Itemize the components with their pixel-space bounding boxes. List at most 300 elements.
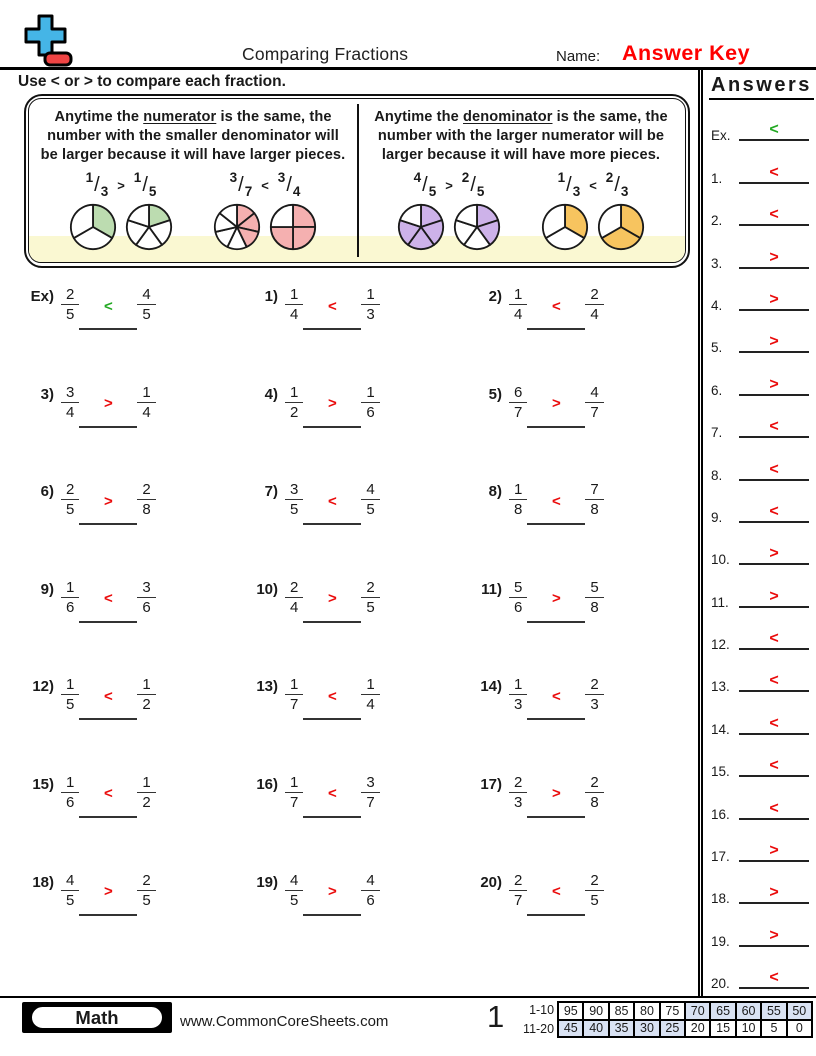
denominator: 4 <box>292 184 301 200</box>
denominator: 7 <box>290 696 299 714</box>
numerator: 1 <box>285 774 303 793</box>
answer-blank <box>739 139 809 141</box>
answer-symbol: < <box>327 687 337 705</box>
denominator: 5 <box>366 598 375 616</box>
numerator: 2 <box>461 170 470 186</box>
answer-number: 10. <box>711 552 730 568</box>
right-fraction <box>585 872 603 909</box>
answer-blank <box>527 382 585 428</box>
left-fraction <box>61 286 79 323</box>
denominator: 3 <box>366 306 375 323</box>
denominator: 5 <box>66 891 75 909</box>
answer-number: 1. <box>711 170 723 186</box>
problem-row <box>22 284 246 382</box>
denominator: 2 <box>142 793 151 811</box>
answer-symbol: > <box>769 587 779 605</box>
problem-number: 1) <box>264 288 278 305</box>
footer <box>0 996 816 1056</box>
denominator: 4 <box>290 598 299 616</box>
answer-number: 4. <box>711 297 723 313</box>
denominator: 4 <box>514 306 523 323</box>
info-right-half <box>357 99 685 262</box>
answer-symbol: < <box>327 785 337 803</box>
answer-blank <box>739 563 809 565</box>
numerator: 2 <box>605 170 614 186</box>
answer-key-text: Answer Key <box>622 41 751 65</box>
answer-item <box>703 784 816 826</box>
problem-number: 14) <box>480 678 502 696</box>
problem-row <box>22 479 246 577</box>
left-fraction <box>61 676 79 713</box>
score-cell: 0 <box>788 1021 813 1039</box>
pie-pair <box>397 203 501 251</box>
right-fraction <box>585 676 603 713</box>
right-fraction <box>585 286 603 323</box>
fraction-pie-icon <box>69 203 117 251</box>
score-cell: 20 <box>686 1021 711 1039</box>
numerator: 1 <box>137 774 155 793</box>
problem-number: 13) <box>256 678 278 696</box>
score-row-label: 11-20 <box>523 1021 555 1036</box>
numerator: 1 <box>509 676 527 695</box>
answer-number: 9. <box>711 509 723 525</box>
numerator: 5 <box>585 579 603 598</box>
left-fraction <box>61 872 79 909</box>
numerator: 7 <box>585 481 603 500</box>
fraction <box>413 170 437 200</box>
answer-item <box>703 615 816 657</box>
name-label: Name: <box>556 48 601 65</box>
subject-badge <box>22 1002 172 1033</box>
fraction <box>277 170 301 200</box>
numerator: 4 <box>413 170 422 186</box>
denominator: 3 <box>514 793 523 811</box>
answer-symbol: > <box>769 842 779 860</box>
answer-blank <box>303 772 361 818</box>
subject-label: Math <box>30 1005 164 1030</box>
fraction-pie-icon <box>397 203 445 251</box>
answer-blank <box>527 577 585 623</box>
numerator: 1 <box>137 676 155 695</box>
right-fraction <box>137 286 155 323</box>
numerator: 4 <box>585 384 603 403</box>
denominator: 4 <box>590 306 599 323</box>
numerator: 1 <box>85 170 94 186</box>
problem-number: 5) <box>488 385 502 403</box>
answer-blank <box>527 284 585 330</box>
answer-blank <box>739 182 809 184</box>
problem-number: 7) <box>264 483 278 501</box>
score-cell: 65 <box>711 1003 736 1021</box>
answer-item <box>703 148 816 190</box>
info-box <box>24 94 690 268</box>
example-group <box>213 167 317 251</box>
answer-symbol: < <box>769 460 779 478</box>
numerator: 1 <box>509 286 527 305</box>
problem-row <box>246 674 470 772</box>
denominator: 4 <box>366 696 375 714</box>
numerator: 4 <box>285 872 303 891</box>
denominator: 6 <box>366 403 375 421</box>
main-column <box>0 70 698 996</box>
problem-number: 12) <box>32 678 54 696</box>
right-fraction <box>361 872 379 909</box>
denominator: 3 <box>514 696 523 714</box>
answer-blank <box>739 351 809 353</box>
left-fraction <box>285 384 303 421</box>
fraction <box>605 170 629 200</box>
left-fraction <box>509 676 527 713</box>
numerator: 2 <box>585 286 603 305</box>
denominator: 4 <box>66 403 75 421</box>
score-cell: 50 <box>788 1003 813 1021</box>
slash: / <box>422 174 428 196</box>
denominator: 6 <box>66 598 75 616</box>
denominator: 8 <box>590 501 599 519</box>
denominator: 8 <box>514 501 523 519</box>
answer-item <box>703 530 816 572</box>
plus-minus-icon <box>18 12 74 68</box>
denominator: 5 <box>290 891 299 909</box>
answer-number: 11. <box>711 594 729 610</box>
answer-blank <box>739 309 809 311</box>
answer-symbol: > <box>769 545 779 563</box>
numerator: 4 <box>61 872 79 891</box>
denominator: 3 <box>620 184 629 200</box>
answer-blank <box>739 648 809 650</box>
numerator: 2 <box>137 481 155 500</box>
answer-symbol: > <box>103 395 113 413</box>
example-fraction-label <box>230 167 301 203</box>
pie-pair <box>541 203 645 251</box>
left-fraction <box>285 872 303 909</box>
numerator: 3 <box>285 481 303 500</box>
fraction-pie-icon <box>597 203 645 251</box>
answer-number: 14. <box>711 721 730 737</box>
answer-blank <box>303 284 361 330</box>
score-cell: 60 <box>737 1003 762 1021</box>
answer-symbol: > <box>103 883 113 901</box>
numerator: 4 <box>361 872 379 891</box>
content <box>0 70 816 996</box>
answer-item <box>703 276 816 318</box>
problem-number: 16) <box>256 775 278 793</box>
denominator: 5 <box>476 184 485 200</box>
answer-number: 8. <box>711 467 723 483</box>
score-grid <box>518 1001 813 1038</box>
comparison-operator: < <box>261 177 269 193</box>
answer-blank <box>527 479 585 525</box>
left-fraction <box>509 286 527 323</box>
answer-item <box>703 954 816 996</box>
numerator: 2 <box>137 872 155 891</box>
problem-number: 18) <box>32 873 54 891</box>
denominator: 7 <box>244 184 253 200</box>
numerator: 2 <box>509 774 527 793</box>
numerator: 2 <box>61 286 79 305</box>
score-cell: 85 <box>610 1003 635 1021</box>
problem-row <box>246 284 470 382</box>
numerator: 3 <box>361 774 379 793</box>
right-fraction <box>137 579 155 616</box>
denominator-rule-text: Anytime the denominator is the same, the number with the larger numerator will be larger because it will have more pieces. <box>374 109 668 163</box>
answer-symbol: > <box>551 590 561 608</box>
answer-blank <box>79 772 137 818</box>
problem-number: 8) <box>488 483 502 501</box>
slash: / <box>566 174 572 196</box>
denominator: 5 <box>366 501 375 519</box>
problem-number: Ex) <box>30 288 54 305</box>
comparison-operator: > <box>117 177 125 193</box>
left-fraction <box>509 579 527 616</box>
answer-symbol: > <box>769 884 779 902</box>
denominator: 5 <box>428 184 437 200</box>
numerator: 1 <box>61 774 79 793</box>
answer-blank <box>739 606 809 608</box>
left-fraction <box>61 481 79 518</box>
answer-symbol: < <box>769 630 779 648</box>
answer-symbol: < <box>551 492 561 510</box>
problem-row <box>470 382 694 480</box>
numerator: 2 <box>361 579 379 598</box>
answer-blank <box>79 284 137 330</box>
problem-row <box>246 772 470 870</box>
answer-number: 20. <box>711 976 730 992</box>
numerator: 1 <box>285 676 303 695</box>
problem-number: 20) <box>480 873 502 891</box>
answer-blank <box>527 674 585 720</box>
fraction-pie-icon <box>213 203 261 251</box>
denominator: 5 <box>148 184 157 200</box>
denominator: 6 <box>514 598 523 616</box>
numerator: 2 <box>285 579 303 598</box>
score-cell: 40 <box>584 1021 609 1039</box>
score-cell: 30 <box>635 1021 660 1039</box>
answer-item <box>703 233 816 275</box>
slash: / <box>470 174 476 196</box>
numerator: 4 <box>137 286 155 305</box>
problem-row <box>246 479 470 577</box>
fraction <box>85 170 109 200</box>
answer-item <box>703 657 816 699</box>
right-fraction <box>361 286 379 323</box>
answer-symbol: < <box>551 687 561 705</box>
right-fraction <box>361 676 379 713</box>
numerator: 1 <box>61 676 79 695</box>
denominator: 5 <box>66 306 75 323</box>
denominator: 3 <box>572 184 581 200</box>
problem-number: 4) <box>264 385 278 403</box>
answer-blank <box>739 267 809 269</box>
answer-symbol: < <box>103 297 113 315</box>
answer-item <box>703 911 816 953</box>
problem-row <box>470 577 694 675</box>
problem-row <box>470 772 694 870</box>
problem-row <box>246 870 470 968</box>
problem-number: 2) <box>488 288 502 305</box>
answer-symbol: < <box>103 785 113 803</box>
problem-number: 19) <box>256 873 278 891</box>
denominator: 4 <box>290 306 299 323</box>
denominator: 5 <box>142 306 151 323</box>
website-text: www.CommonCoreSheets.com <box>180 1013 389 1030</box>
denominator: 8 <box>590 793 599 811</box>
numerator: 2 <box>509 872 527 891</box>
score-cell: 95 <box>559 1003 584 1021</box>
pie-pair <box>213 203 317 251</box>
answers-list <box>703 106 816 996</box>
answer-blank <box>79 870 137 916</box>
answer-blank <box>303 870 361 916</box>
answer-blank <box>527 870 585 916</box>
right-fraction <box>585 384 603 421</box>
score-cell: 90 <box>584 1003 609 1021</box>
right-fraction <box>361 384 379 421</box>
answer-blank <box>527 772 585 818</box>
problem-row <box>470 674 694 772</box>
answer-symbol: < <box>769 206 779 224</box>
denominator: 7 <box>290 793 299 811</box>
denominator: 2 <box>142 696 151 714</box>
answer-symbol: < <box>769 502 779 520</box>
numerator: 1 <box>61 579 79 598</box>
left-fraction <box>509 774 527 811</box>
answer-item <box>703 360 816 402</box>
example-group <box>541 167 645 251</box>
answer-symbol: < <box>327 492 337 510</box>
numerator: 5 <box>509 579 527 598</box>
score-cell: 75 <box>661 1003 686 1021</box>
answer-item <box>703 191 816 233</box>
slash: / <box>94 174 100 196</box>
answer-blank <box>303 382 361 428</box>
denominator: 5 <box>142 891 151 909</box>
answer-item <box>703 106 816 148</box>
answer-blank <box>739 860 809 862</box>
slash: / <box>238 174 244 196</box>
score-row-label: 1-10 <box>529 1003 555 1017</box>
fraction-pie-icon <box>453 203 501 251</box>
answer-symbol: < <box>769 163 779 181</box>
answer-blank <box>79 577 137 623</box>
score-cell: 45 <box>559 1021 584 1039</box>
numerator: 2 <box>61 481 79 500</box>
score-cell: 70 <box>686 1003 711 1021</box>
answer-blank <box>739 521 809 523</box>
slash: / <box>142 174 148 196</box>
numerator: 1 <box>137 384 155 403</box>
right-fraction <box>137 774 155 811</box>
left-fraction <box>285 481 303 518</box>
answer-blank <box>739 690 809 692</box>
answer-symbol: < <box>769 757 779 775</box>
problem-row <box>22 772 246 870</box>
answer-symbol: < <box>769 672 779 690</box>
left-fraction <box>61 579 79 616</box>
denominator: 5 <box>66 696 75 714</box>
right-fraction <box>361 481 379 518</box>
denominator: 7 <box>514 403 523 421</box>
answer-item <box>703 827 816 869</box>
answer-symbol: > <box>769 333 779 351</box>
answer-number: 18. <box>711 891 730 907</box>
denominator: 3 <box>100 184 109 200</box>
left-fraction <box>509 872 527 909</box>
answer-symbol: > <box>551 785 561 803</box>
right-fraction <box>361 774 379 811</box>
fraction <box>557 170 581 200</box>
info-left-half <box>29 99 357 262</box>
fraction-pie-icon <box>269 203 317 251</box>
answer-number: 5. <box>711 340 723 356</box>
problem-row <box>470 284 694 382</box>
numerator: 3 <box>229 170 238 186</box>
answer-symbol: > <box>769 375 779 393</box>
fraction <box>133 170 157 200</box>
score-cell: 10 <box>737 1021 762 1039</box>
right-fraction <box>137 676 155 713</box>
answer-item <box>703 699 816 741</box>
answer-item <box>703 445 816 487</box>
pie-pair <box>69 203 173 251</box>
answer-blank <box>739 902 809 904</box>
problem-number: 6) <box>40 483 54 501</box>
denominator: 7 <box>366 793 375 811</box>
numerator: 3 <box>61 384 79 403</box>
score-cell: 55 <box>762 1003 787 1021</box>
answer-blank <box>79 479 137 525</box>
answer-symbol: > <box>551 395 561 413</box>
answer-symbol: < <box>327 297 337 315</box>
numerator: 6 <box>509 384 527 403</box>
numerator: 1 <box>509 481 527 500</box>
answer-item <box>703 318 816 360</box>
answer-number: 3. <box>711 255 723 271</box>
denominator: 5 <box>66 501 75 519</box>
numerator: 1 <box>557 170 566 186</box>
problem-row <box>22 674 246 772</box>
problem-number: 10) <box>256 580 278 598</box>
denominator: 6 <box>366 891 375 909</box>
problem-number: 11) <box>481 580 502 598</box>
problem-row <box>22 870 246 968</box>
left-fraction <box>285 286 303 323</box>
example-fraction-label <box>558 167 629 203</box>
answer-blank <box>739 436 809 438</box>
problem-row <box>22 382 246 480</box>
commoncoresheets-logo <box>18 12 74 73</box>
answer-item <box>703 572 816 614</box>
numerator: 2 <box>585 676 603 695</box>
answers-panel <box>698 70 816 996</box>
denominator: 7 <box>514 891 523 909</box>
score-cell: 5 <box>762 1021 787 1039</box>
problem-number: 17) <box>480 775 502 793</box>
answer-symbol: > <box>769 926 779 944</box>
problem-row <box>470 479 694 577</box>
answer-blank <box>739 775 809 777</box>
fraction <box>461 170 485 200</box>
answer-symbol: < <box>769 418 779 436</box>
right-fraction <box>137 481 155 518</box>
fraction-pie-icon <box>541 203 589 251</box>
right-fraction <box>585 481 603 518</box>
answer-number: 6. <box>711 382 723 398</box>
denominator: 8 <box>590 598 599 616</box>
denominator: 5 <box>590 891 599 909</box>
fraction-pie-icon <box>125 203 173 251</box>
numerator: 4 <box>361 481 379 500</box>
